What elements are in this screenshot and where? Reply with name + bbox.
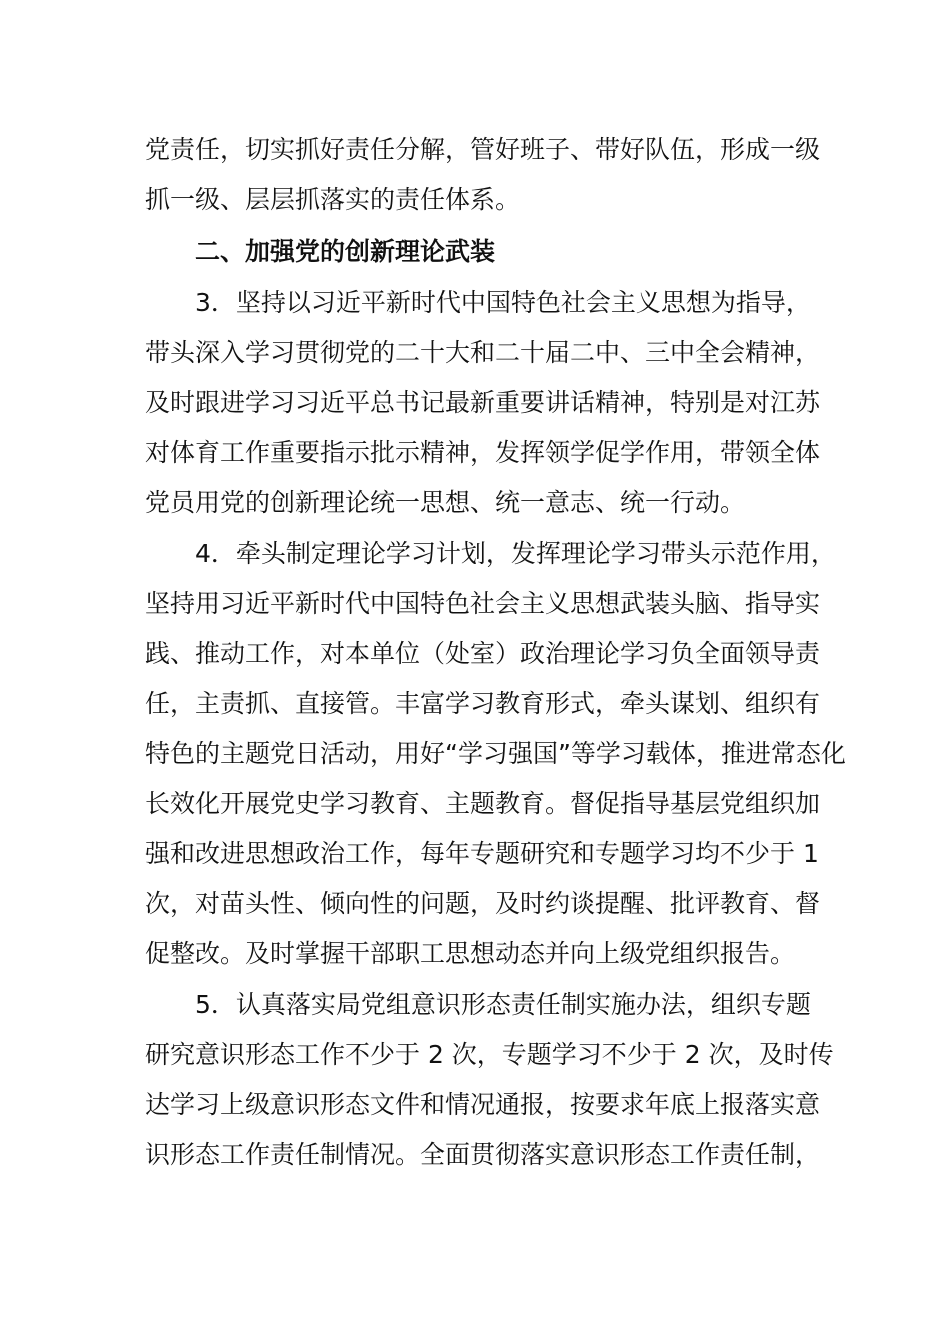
section-heading: 二、加强党的创新理论武装 — [195, 237, 496, 266]
paragraph-line: 抓一级、层层抓落实的责任体系。 — [145, 185, 521, 214]
paragraph-line: 坚持用习近平新时代中国特色社会主义思想武装头脑、指导实 — [145, 589, 821, 618]
paragraph-line: 强和改进思想政治工作，每年专题研究和专题学习均不少于 1 — [145, 839, 819, 868]
paragraph-line: 党员用党的创新理论统一思想、统一意志、统一行动。 — [145, 488, 746, 517]
paragraph-line: 次，对苗头性、倾向性的问题，及时约谈提醒、批评教育、督 — [145, 889, 821, 918]
paragraph-line: 长效化开展党史学习教育、主题教育。督促指导基层党组织加 — [145, 789, 821, 818]
paragraph-line: 及时跟进学习习近平总书记最新重要讲话精神，特别是对江苏 — [145, 388, 821, 417]
paragraph-line: 识形态工作责任制情况。全面贯彻落实意识形态工作责任制， — [145, 1140, 821, 1169]
paragraph-line: 4．牵头制定理论学习计划，发挥理论学习带头示范作用， — [195, 539, 836, 568]
paragraph-line: 对体育工作重要指示批示精神，发挥领学促学作用，带领全体 — [145, 438, 821, 467]
paragraph-line: 达学习上级意识形态文件和情况通报，按要求年底上报落实意 — [145, 1090, 821, 1119]
paragraph-line: 促整改。及时掌握干部职工思想动态并向上级党组织报告。 — [145, 939, 796, 968]
paragraph-line: 带头深入学习贯彻党的二十大和二十届二中、三中全会精神， — [145, 338, 821, 367]
paragraph-line: 3．坚持以习近平新时代中国特色社会主义思想为指导， — [195, 288, 811, 317]
paragraph-line: 党责任，切实抓好责任分解，管好班子、带好队伍，形成一级 — [145, 135, 821, 164]
paragraph-line: 特色的主题党日活动，用好“学习强国”等学习载体，推进常态化 — [145, 739, 846, 768]
paragraph-line: 任，主责抓、直接管。丰富学习教育形式，牵头谋划、组织有 — [145, 689, 821, 718]
paragraph-line: 研究意识形态工作不少于 2 次，专题学习不少于 2 次，及时传 — [145, 1040, 834, 1069]
paragraph-line: 践、推动工作，对本单位（处室）政治理论学习负全面领导责 — [145, 639, 821, 668]
paragraph-line: 5．认真落实局党组意识形态责任制实施办法，组织专题 — [195, 990, 811, 1019]
